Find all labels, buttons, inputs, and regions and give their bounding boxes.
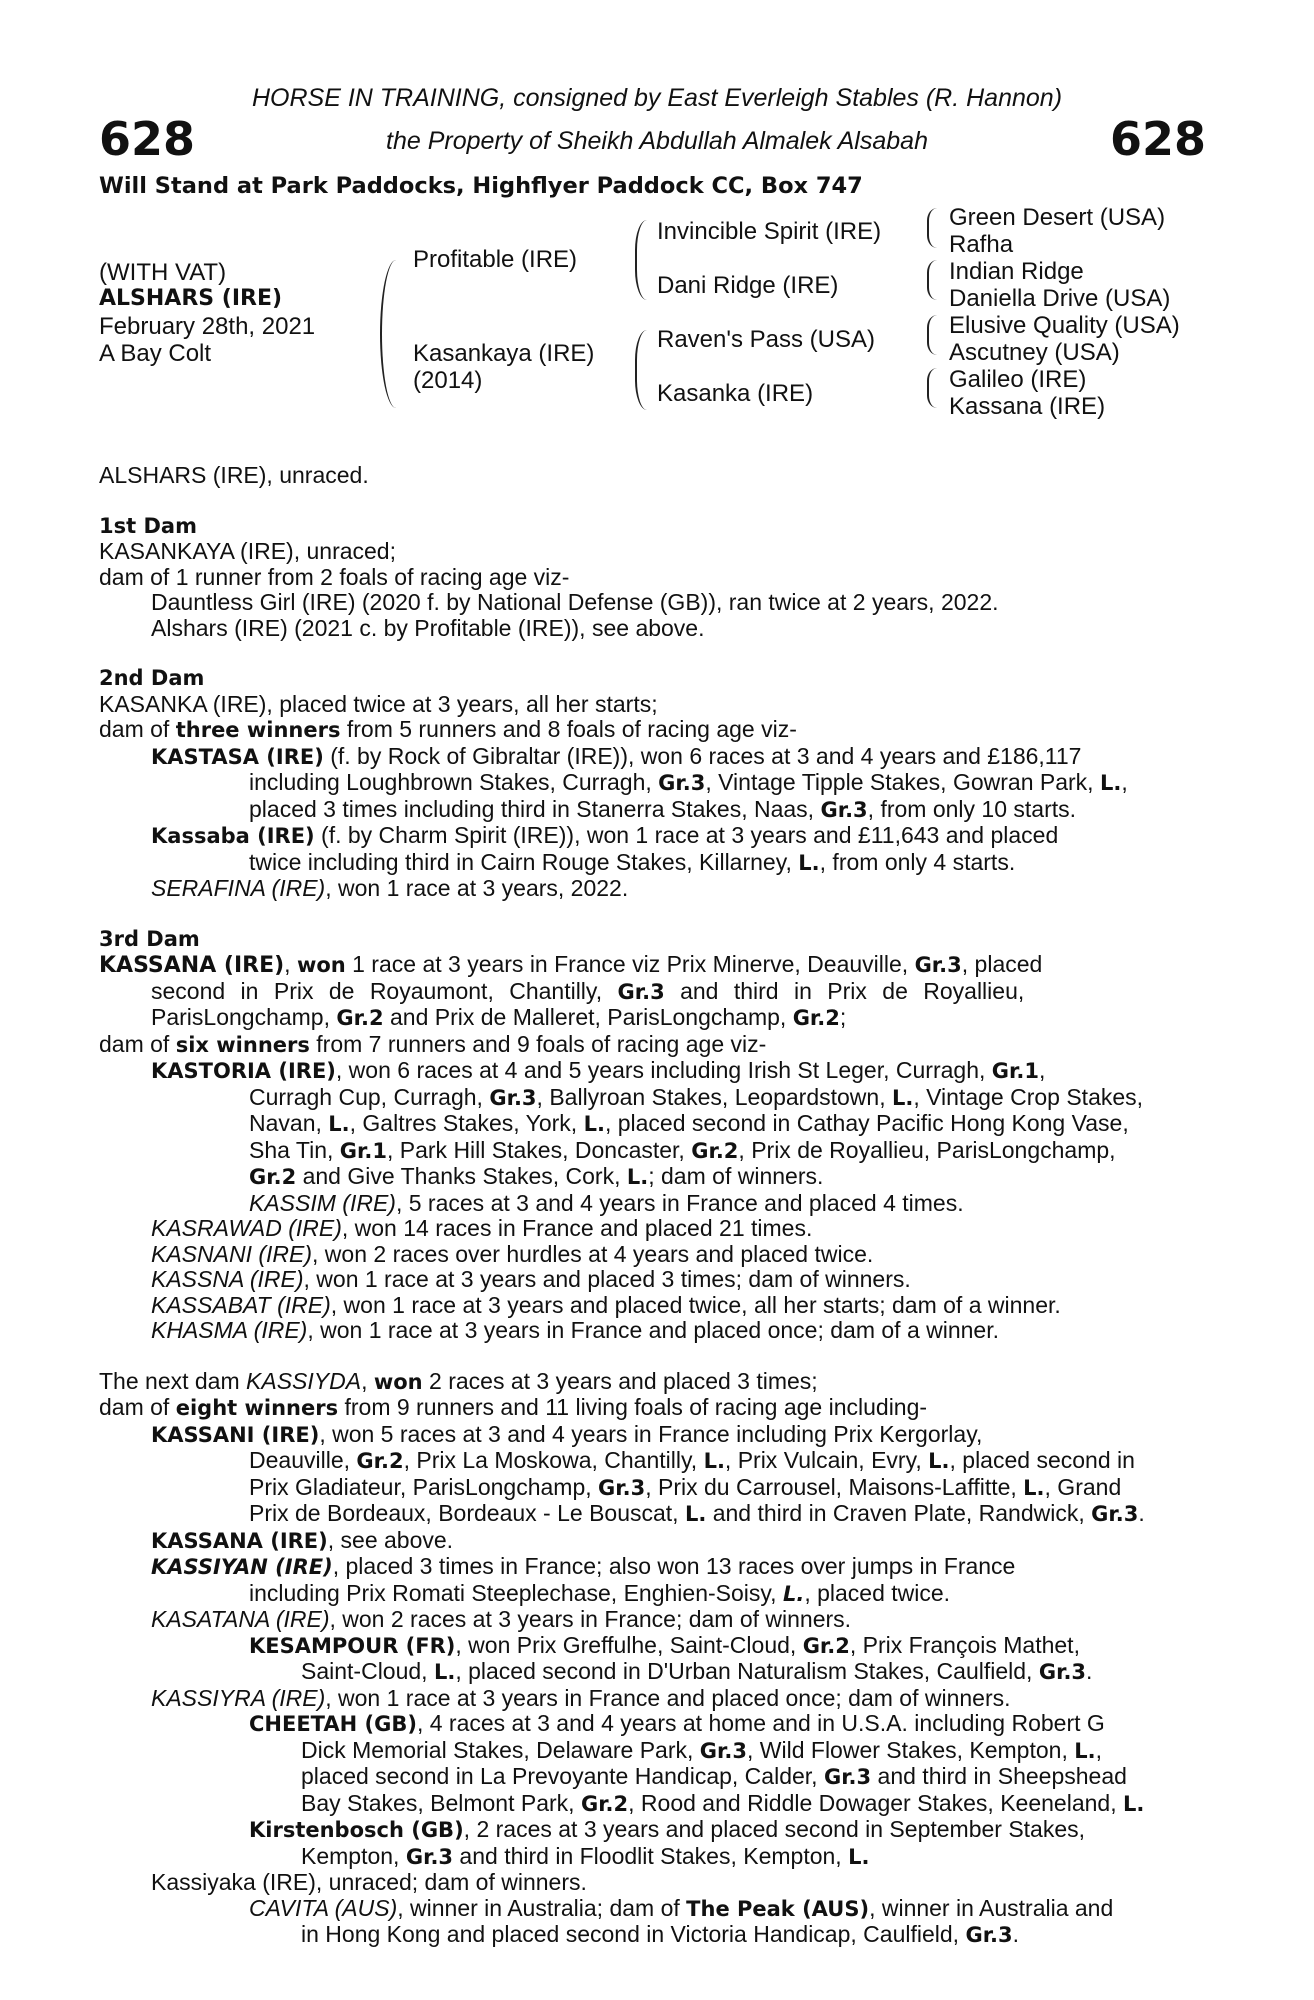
produce-line: in Hong Kong and placed second in Victoria Handicap, Caulfield, Gr.3. <box>301 1921 1020 1947</box>
produce-line: placed 3 times including third in Stanerra Stakes, Naas, Gr.3, from only 10 starts. <box>249 795 1077 822</box>
first-dam-produce: Alshars (IRE) (2021 c. by Profitable (IRE)), see above. <box>151 614 705 641</box>
produce-line: KASTORIA (IRE), won 6 races at 4 and 5 years including Irish St Leger, Curragh, Gr.1, <box>151 1057 1046 1083</box>
horse-dob: February 28th, 2021 <box>99 313 316 340</box>
third-dam-line: KASSANA (IRE), won 1 race at 3 years in France viz Prix Minerve, Deauville, Gr.3, placed <box>99 951 1043 978</box>
produce-line: Kirstenbosch (GB), 2 races at 3 years and placed second in September Stakes, <box>249 1816 1086 1842</box>
produce-line: Deauville, Gr.2, Prix La Moskowa, Chantilly, L., Prix Vulcain, Evry, L., placed second in <box>249 1447 1135 1473</box>
consignor-line: HORSE IN TRAINING, consigned by East Everleigh Stables (R. Hannon) <box>251 84 1063 112</box>
pedigree-brace-ds <box>927 315 937 355</box>
pedigree-dam-sire: Raven's Pass (USA) <box>657 326 875 353</box>
produce-line: KASSIM (IRE), 5 races at 3 and 4 years in France and placed 4 times. <box>249 1189 964 1216</box>
pedigree-ssd: Rafha <box>949 231 1014 258</box>
produce-line: KASSANA (IRE), see above. <box>151 1526 454 1553</box>
pedigree-dds: Galileo (IRE) <box>949 366 1087 393</box>
produce-line: Kassaba (IRE) (f. by Charm Spirit (IRE)), won 1 race at 3 years and £11,643 and placed <box>151 822 1059 848</box>
first-dam-produce: Dauntless Girl (IRE) (2020 f. by National Defense (GB)), ran twice at 2 years, 2022. <box>151 589 999 615</box>
first-dam-section <box>99 514 1205 642</box>
horse-name: KASSIYAN (IRE) <box>151 1555 333 1579</box>
pedigree-brace-sire <box>635 220 647 300</box>
third-dam-title: 3rd Dam <box>99 926 200 951</box>
produce-line: CHEETAH (GB), 4 races at 3 and 4 years at home and in U.S.A. including Robert G <box>249 1710 1105 1736</box>
produce-line: twice including third in Cairn Rouge Stakes, Killarney, L., from only 4 starts. <box>249 848 1016 875</box>
produce-line: Curragh Cup, Curragh, Gr.3, Ballyroan Stakes, Leopardstown, L., Vintage Crop Stakes, <box>249 1083 1144 1110</box>
second-dam-line: dam of three winners from 5 runners and 8 foals of racing age viz- <box>99 716 797 742</box>
pedigree-sire-dam: Dani Ridge (IRE) <box>657 272 839 299</box>
second-dam-line: KASANKA (IRE), placed twice at 3 years, all her starts; <box>99 690 658 717</box>
produce-line: SERAFINA (IRE), won 1 race at 3 years, 2022. <box>151 875 629 901</box>
third-dam-line: ParisLongchamp, Gr.2 and Prix de Malleret, ParisLongchamp, Gr.2; <box>151 1004 847 1030</box>
pedigree-sire-sire: Invincible Spirit (IRE) <box>657 218 882 245</box>
horse-desc: A Bay Colt <box>99 340 212 367</box>
produce-line: Prix Gladiateur, ParisLongchamp, Gr.3, Prix du Carrousel, Maisons-Laffitte, L., Grand <box>249 1473 1122 1500</box>
pedigree-dss: Elusive Quality (USA) <box>949 312 1180 339</box>
first-dam-line: dam of 1 runner from 2 foals of racing age viz- <box>99 563 570 590</box>
horse-name: CHEETAH (GB) <box>249 1712 417 1736</box>
pedigree-sdd: Daniella Drive (USA) <box>949 285 1171 312</box>
pedigree-sds: Indian Ridge <box>949 258 1084 285</box>
produce-line: KASNANI (IRE), won 2 races over hurdles at 4 years and placed twice. <box>151 1240 874 1267</box>
horse-name: Kassaba (IRE) <box>151 824 315 848</box>
horse-name: KESAMPOUR (FR) <box>249 1633 456 1658</box>
produce-line: KHASMA (IRE), won 1 race at 3 years in France and placed once; dam of a winner. <box>151 1317 1000 1343</box>
horse-name: KASTASA (IRE) <box>151 744 324 769</box>
pedigree-dsd: Ascutney (USA) <box>949 339 1120 366</box>
horse-name: Kirstenbosch (GB) <box>249 1818 464 1842</box>
pedigree-dam-dam: Kasanka (IRE) <box>657 380 814 407</box>
produce-line: KASSABAT (IRE), won 1 race at 3 years and placed twice, all her starts; dam of a winner. <box>151 1291 1061 1318</box>
vat-note: (WITH VAT) <box>99 259 227 286</box>
produce-line: including Loughbrown Stakes, Curragh, Gr.3, Vintage Tipple Stakes, Gowran Park, L., <box>249 769 1128 795</box>
lot-number-left: 628 <box>99 112 196 166</box>
produce-line: Gr.2 and Give Thanks Stakes, Cork, L.; dam of winners. <box>249 1163 824 1189</box>
next-dam-line: The next dam KASSIYDA, won 2 races at 3 years and placed 3 times; <box>99 1367 818 1394</box>
produce-line: Dick Memorial Stakes, Delaware Park, Gr.3, Wild Flower Stakes, Kempton, L., <box>301 1736 1102 1763</box>
lot-number-right: 628 <box>1109 112 1206 166</box>
produce-line: Navan, L., Galtres Stakes, York, L., placed second in Cathay Pacific Hong Kong Vase, <box>249 1110 1129 1136</box>
produce-line: Sha Tin, Gr.1, Park Hill Stakes, Doncaster, Gr.2, Prix de Royallieu, ParisLongchamp, <box>249 1136 1116 1163</box>
next-dam-line: dam of eight winners from 9 runners and 11 living foals of racing age including- <box>99 1394 928 1420</box>
produce-line: KASRAWAD (IRE), won 14 races in France and placed 21 times. <box>151 1215 813 1241</box>
horse-name: KASTORIA (IRE) <box>151 1059 336 1083</box>
catalogue-body <box>99 463 1205 1949</box>
produce-line: CAVITA (AUS), winner in Australia; dam of The Peak (AUS), winner in Australia and <box>249 1894 1114 1921</box>
pedigree-dam: Kasankaya (IRE) <box>413 340 595 367</box>
produce-line: KASATANA (IRE), won 2 races at 3 years in France; dam of winners. <box>151 1606 852 1632</box>
second-dam-title: 2nd Dam <box>99 666 205 690</box>
produce-line: Prix de Bordeaux, Bordeaux - Le Bouscat, L. and third in Craven Plate, Randwick, Gr.3. <box>249 1500 1145 1526</box>
horse-name: ALSHARS (IRE) <box>99 286 283 311</box>
pedigree-brace-main <box>380 260 396 408</box>
second-dam-section <box>99 666 1205 902</box>
first-dam-title: 1st Dam <box>99 513 197 538</box>
third-dam-line: dam of six winners from 7 runners and 9 foals of racing age viz- <box>99 1030 767 1057</box>
pedigree-ddd: Kassana (IRE) <box>949 393 1106 420</box>
produce-line: Bay Stakes, Belmont Park, Gr.2, Rood and Riddle Dowager Stakes, Keeneland, L. <box>301 1789 1145 1816</box>
produce-line: Kassiyaka (IRE), unraced; dam of winners. <box>151 1869 587 1895</box>
produce-line: placed second in La Prevoyante Handicap, Calder, Gr.3 and third in Sheepshead <box>301 1763 1127 1789</box>
produce-line: KASSANI (IRE), won 5 races at 3 and 4 years in France including Prix Kergorlay, <box>151 1420 983 1447</box>
produce-line: KASSNA (IRE), won 1 race at 3 years and placed 3 times; dam of winners. <box>151 1266 911 1292</box>
pedigree-brace-sd <box>927 260 937 300</box>
intro-line: ALSHARS (IRE), unraced. <box>99 462 369 488</box>
pedigree-sire: Profitable (IRE) <box>413 246 578 273</box>
horse-name: KASSANA (IRE) <box>151 1528 328 1553</box>
pedigree-brace-dam <box>635 330 647 410</box>
third-dam-line: second in Prix de Royaumont, Chantilly, Gr.3 and third in Prix de Royallieu, <box>151 977 1025 1004</box>
produce-line: including Prix Romati Steeplechase, Enghien-Soisy, L., placed twice. <box>249 1579 951 1606</box>
stand-location: Will Stand at Park Paddocks, Highflyer Paddock CC, Box 747 <box>99 173 863 199</box>
first-dam-line: KASANKAYA (IRE), unraced; <box>99 538 396 564</box>
pedigree-brace-ss <box>927 208 937 248</box>
horse-name: KASSANI (IRE) <box>151 1422 320 1447</box>
pedigree-brace-dd <box>927 368 937 408</box>
produce-line: KASSIYRA (IRE), won 1 race at 3 years in France and placed once; dam of winners. <box>151 1684 1011 1711</box>
third-dam-section <box>99 927 1205 1344</box>
next-dam-section <box>99 1369 1205 1949</box>
pedigree-sss: Green Desert (USA) <box>949 204 1166 231</box>
produce-line: Kempton, Gr.3 and third in Floodlit Stakes, Kempton, L. <box>301 1842 870 1869</box>
produce-line: KESAMPOUR (FR), won Prix Greffulhe, Saint-Cloud, Gr.2, Prix François Mathet, <box>249 1631 1080 1658</box>
property-line: the Property of Sheikh Abdullah Almalek Alsabah <box>386 127 928 155</box>
produce-line: KASSIYAN (IRE), placed 3 times in France; also won 13 races over jumps in France <box>151 1553 1016 1579</box>
produce-line: Saint-Cloud, L., placed second in D'Urban Naturalism Stakes, Caulfield, Gr.3. <box>301 1658 1093 1684</box>
produce-line: KASTASA (IRE) (f. by Rock of Gibraltar (IRE)), won 6 races at 3 and 4 years and £186,117 <box>151 742 1082 769</box>
pedigree-dam-year: (2014) <box>413 367 483 394</box>
